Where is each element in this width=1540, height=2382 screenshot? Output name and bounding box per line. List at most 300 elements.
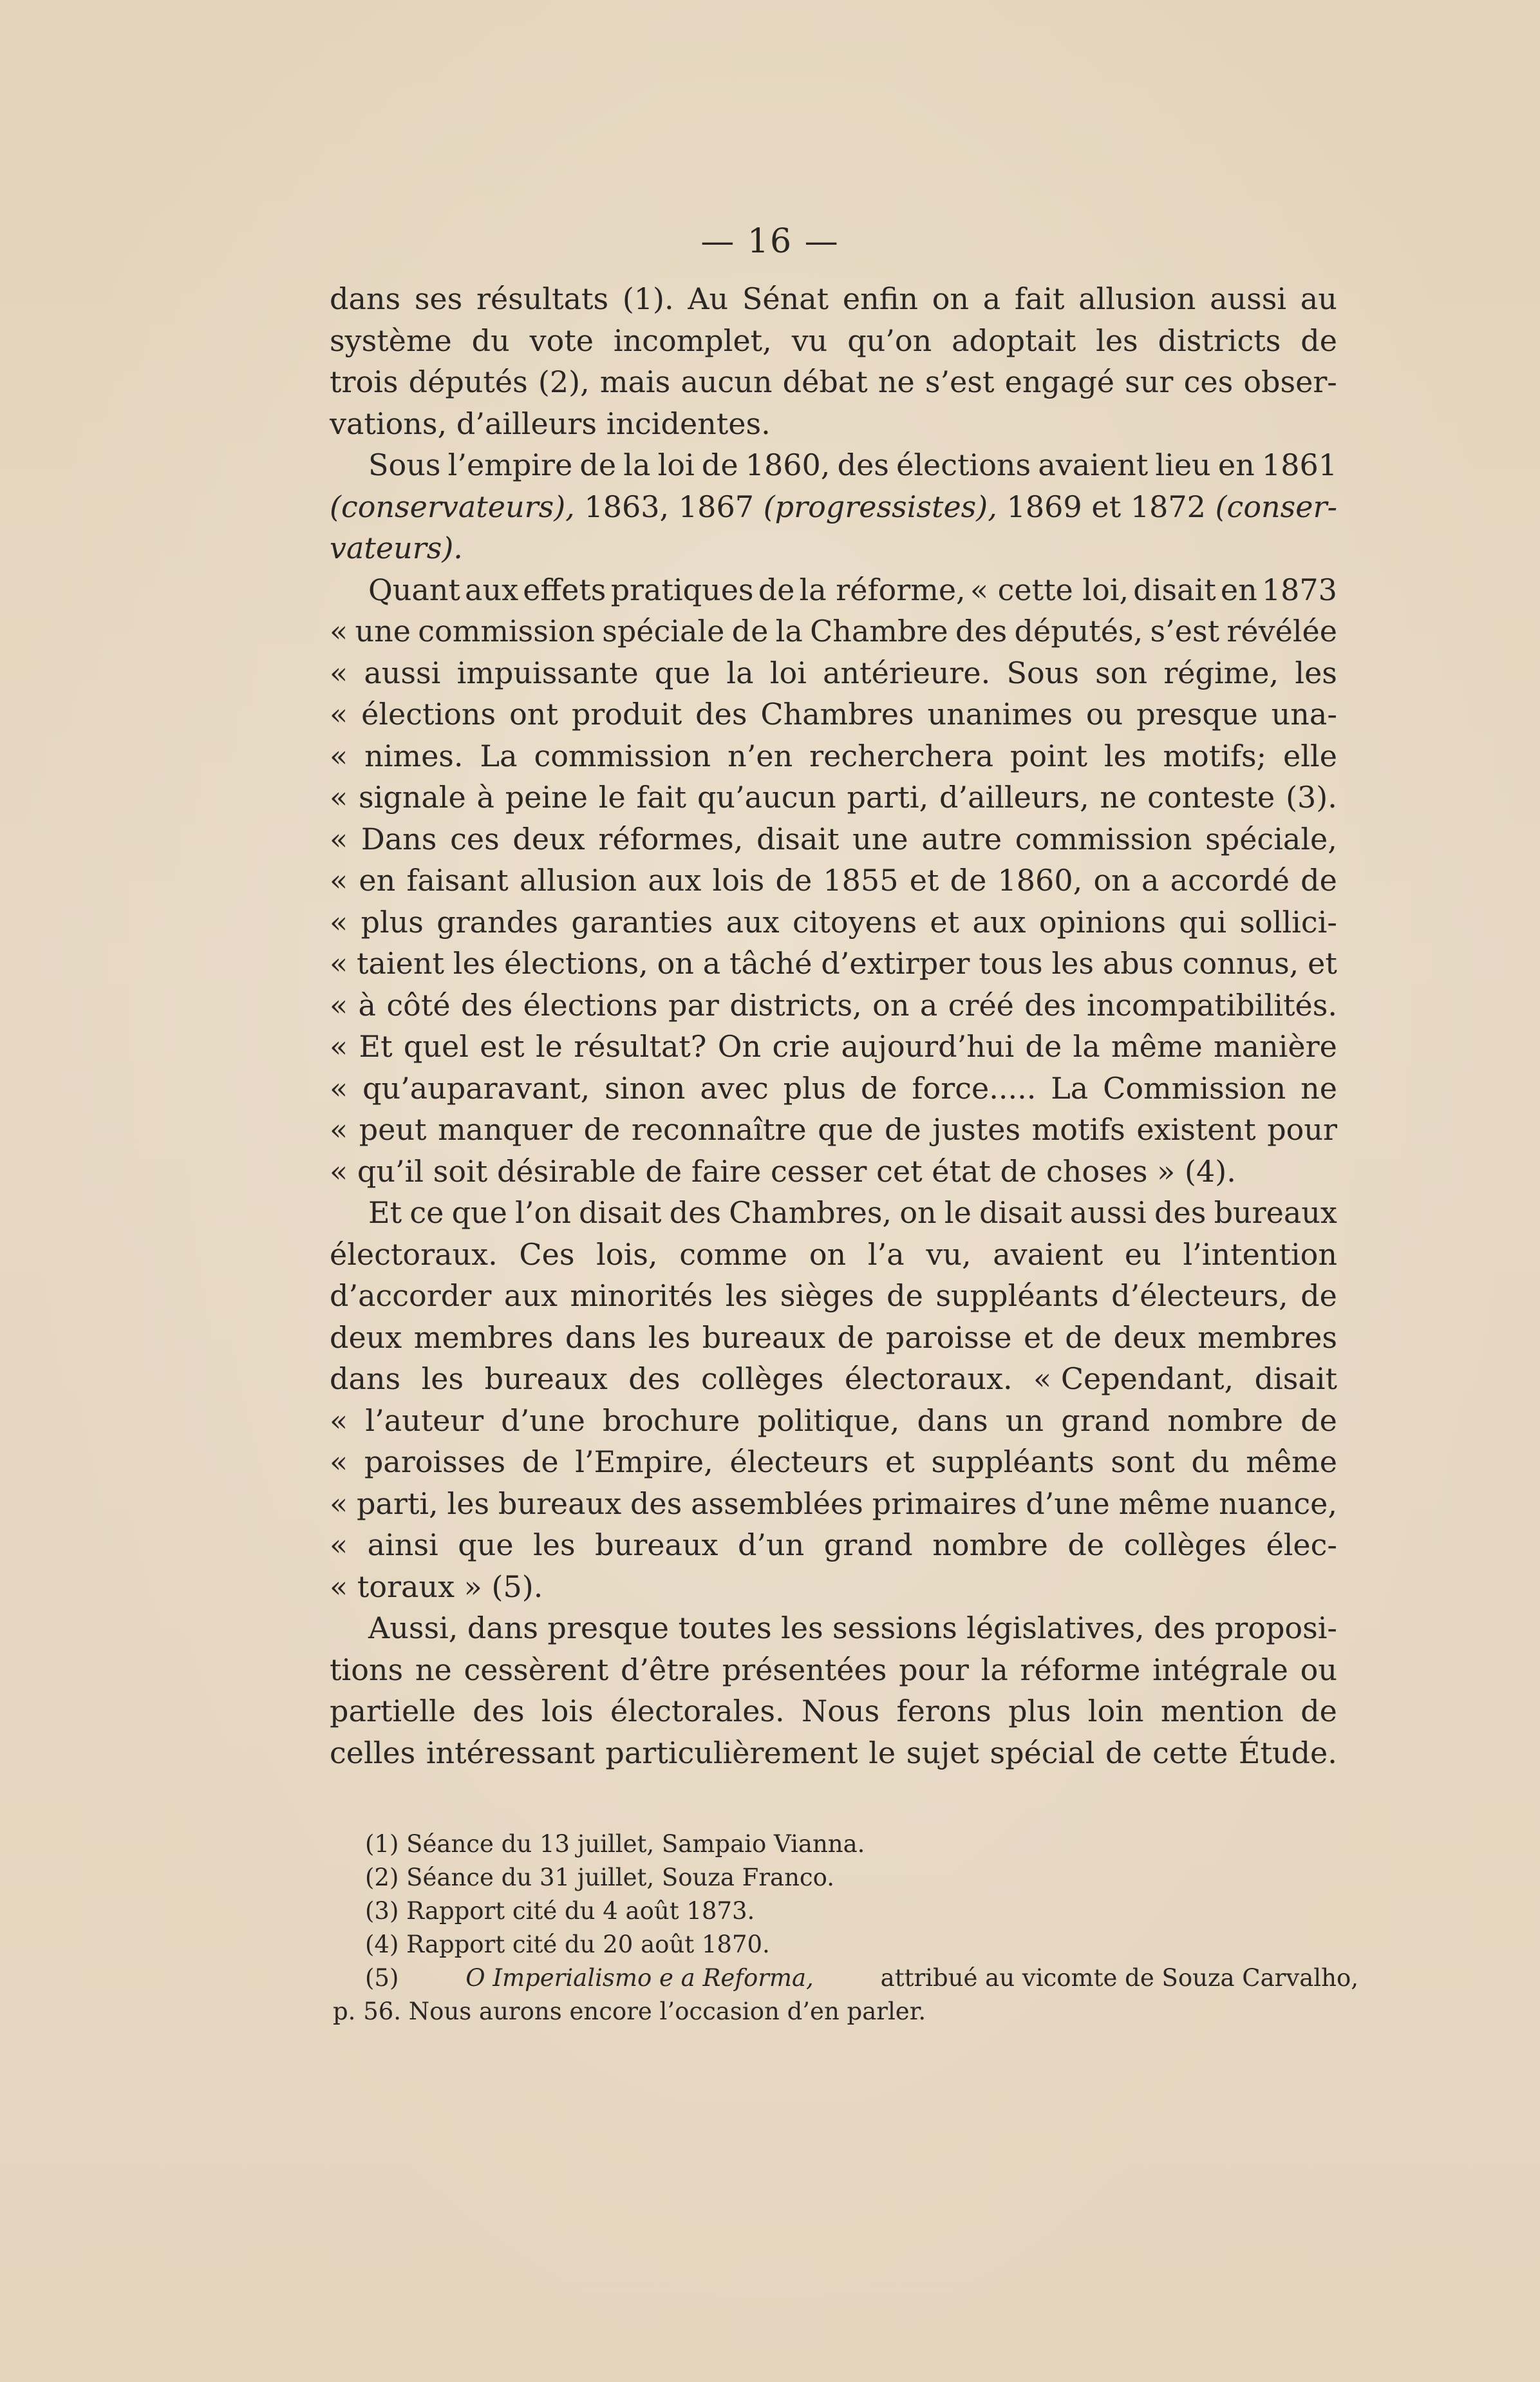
word: l’empire (447, 448, 573, 482)
word: des (473, 1694, 525, 1728)
word: dans (917, 1403, 988, 1438)
word: primaires (872, 1486, 1017, 1521)
word: nombre (1167, 1403, 1284, 1438)
word: « (330, 904, 348, 940)
word: cet (876, 1153, 923, 1189)
word: districts, (729, 987, 862, 1023)
word: conteste (1147, 780, 1275, 815)
word: le (535, 1029, 563, 1064)
word: point (1009, 738, 1087, 773)
word: aux (648, 863, 702, 898)
word: aux (465, 572, 519, 607)
word: régime, (1163, 655, 1279, 690)
word: 1863, (584, 489, 670, 524)
word: minorités (570, 1278, 713, 1313)
word: nimes. (364, 738, 464, 773)
footnote-3 (365, 1895, 1358, 1928)
word: eu (1124, 1236, 1161, 1272)
word: antérieure. (823, 655, 991, 690)
word: d’ailleurs (456, 406, 597, 441)
word: tous (979, 946, 1043, 981)
word: force..... (912, 1070, 1037, 1106)
word: « (330, 821, 348, 856)
word: de (1301, 1694, 1337, 1728)
footnote-5 (365, 1961, 1358, 1995)
word: de (579, 448, 617, 482)
word: aux (503, 1278, 558, 1313)
word: aussi (364, 655, 441, 690)
word: (1). (622, 281, 674, 316)
word: de (701, 448, 738, 482)
word: de (775, 863, 812, 898)
word: du (1191, 1444, 1230, 1479)
word: 1873 (1261, 572, 1337, 607)
word: disait (1133, 572, 1216, 607)
word: sujet (906, 1735, 979, 1770)
word: les (447, 1486, 490, 1521)
word: qu’on (847, 323, 932, 358)
word: des (955, 614, 1008, 648)
word: de (1301, 863, 1337, 898)
word: créé (948, 987, 1014, 1023)
word: presque (1136, 697, 1258, 732)
footnote-text: (1) Séance du 13 juillet, Sampaio Vianna. (365, 1830, 865, 1858)
word: des (460, 987, 513, 1023)
word: l’on (515, 1195, 571, 1230)
text-line (330, 735, 1337, 777)
word: sont (1111, 1444, 1175, 1479)
word: (conservateurs), (330, 489, 575, 524)
word: politique, (757, 1403, 900, 1438)
word: quel (403, 1029, 469, 1064)
word: les (1103, 738, 1147, 773)
word: résultats (476, 281, 609, 316)
word: faire (691, 1153, 762, 1189)
word: ont (509, 697, 558, 732)
word: 1869 (1006, 489, 1082, 524)
word: pratiques (610, 572, 754, 607)
word: aux (972, 904, 1026, 940)
word: bureaux (1214, 1195, 1337, 1230)
word: loi (657, 448, 695, 482)
text-line (330, 1068, 1337, 1110)
word: produit (571, 697, 682, 732)
word: mais (599, 364, 671, 399)
word: a (702, 946, 721, 981)
word: trois (330, 364, 399, 399)
word: élections (361, 697, 496, 732)
word: qui (1179, 904, 1227, 940)
word: vations, (330, 406, 447, 441)
word: plus (1008, 1694, 1071, 1728)
word: sur (1125, 364, 1174, 399)
word: aucun (681, 364, 773, 399)
word: « (330, 1112, 348, 1147)
word: autre (921, 821, 1002, 856)
word: (2), (538, 364, 590, 399)
word: collèges (1123, 1527, 1246, 1562)
word: commission (418, 614, 595, 648)
word: peine (505, 780, 588, 815)
word: désirable (496, 1153, 636, 1189)
text-line (330, 1109, 1337, 1151)
word: intégrale (1152, 1652, 1288, 1687)
word: on (1093, 863, 1131, 898)
word: effets (523, 572, 606, 607)
word: les (781, 1611, 823, 1645)
word: la réforme, (799, 572, 966, 607)
word: législatives, (966, 1611, 1145, 1645)
word: reconnaître (631, 1112, 807, 1147)
word: de (887, 1278, 923, 1313)
footnote-text: (3) Rapport cité du 4 août 1873. (365, 1897, 755, 1925)
word: députés (408, 364, 528, 399)
word: ferons (896, 1694, 991, 1728)
word: à (476, 780, 494, 815)
word: bureaux (702, 1319, 826, 1355)
word: elle (1283, 738, 1337, 773)
word: proposi- (1214, 1611, 1337, 1645)
word: 1872 (1130, 489, 1206, 524)
word: électeurs (729, 1444, 869, 1479)
word: des (695, 697, 747, 732)
word: particulièrement (605, 1735, 858, 1770)
word: les (533, 1527, 576, 1562)
word: « (330, 1403, 348, 1438)
word: impuissante (456, 655, 639, 690)
page-number: — 16 — (700, 222, 840, 261)
word: Commission (1103, 1070, 1286, 1106)
text-line (330, 610, 1337, 652)
word: « cette loi, (970, 572, 1129, 607)
word: ou (1085, 697, 1123, 732)
text-line (330, 444, 1337, 486)
word: accordé (1170, 863, 1290, 898)
word: Aussi, (368, 1611, 458, 1645)
word: système (330, 323, 452, 358)
word: Chambres, (729, 1195, 892, 1230)
word: Sous (1006, 655, 1079, 690)
word: 1860, (997, 863, 1083, 898)
word: Sénat (742, 281, 829, 316)
word: Et (368, 1195, 402, 1230)
word: de (583, 1112, 621, 1147)
word: « (330, 946, 348, 981)
word: membres (413, 1319, 554, 1355)
word: fait (636, 780, 687, 815)
word: grand (823, 1527, 913, 1562)
word: élections (523, 987, 658, 1023)
text-line (330, 1317, 1337, 1359)
word: et (885, 1444, 915, 1479)
word: a (919, 987, 938, 1023)
word: on (932, 281, 970, 316)
word: électoraux. (330, 1236, 498, 1272)
word: citoyens (792, 904, 917, 940)
word: enfin (842, 281, 919, 316)
text-line (330, 1649, 1337, 1691)
word: toraux » (357, 1569, 482, 1604)
word: dans (330, 281, 401, 316)
word: qu’aucun (697, 780, 836, 815)
word: districts (1158, 323, 1281, 358)
word: « (330, 1070, 348, 1106)
word: élections (896, 448, 1031, 482)
text-line (330, 1400, 1337, 1442)
word: les (1295, 655, 1337, 690)
footnote-4 (365, 1928, 1358, 1961)
word: una- (1271, 697, 1337, 732)
word: taient (356, 946, 444, 981)
word: nombre (932, 1527, 1048, 1562)
footnote-book-title: O Imperialismo e a Reforma, (465, 1964, 814, 1992)
word: disait (579, 1195, 662, 1230)
footnote-number: (5) (365, 1964, 399, 1992)
word: sessions (832, 1611, 957, 1645)
word: la (623, 448, 651, 482)
text-line (330, 1275, 1337, 1317)
word: paroisse (885, 1319, 1012, 1355)
text-line (330, 361, 1337, 403)
word: de (758, 572, 795, 607)
word: « (330, 738, 348, 773)
word: les (453, 946, 496, 981)
word: on (872, 987, 910, 1023)
word: obser- (1243, 364, 1337, 399)
word: sièges (780, 1278, 874, 1313)
word: tâché (729, 946, 812, 981)
word: les (648, 1319, 691, 1355)
word: « (330, 780, 348, 815)
word: de (645, 1153, 682, 1189)
text-line (330, 1192, 1337, 1234)
word: ce (409, 1195, 444, 1230)
word: a (1141, 863, 1160, 898)
word: avec (700, 1070, 769, 1106)
word: dans (467, 1611, 538, 1645)
word: côté (386, 987, 451, 1023)
word: la (726, 655, 754, 690)
word: ne (415, 1652, 452, 1687)
word: cessèrent (464, 1652, 609, 1687)
word: incompatibilités. (1086, 987, 1337, 1023)
word: l’Empire, (575, 1444, 713, 1479)
word: aux (726, 904, 780, 940)
text-line (330, 278, 1337, 320)
word: (4). (1185, 1153, 1236, 1189)
text-line (330, 1358, 1337, 1400)
word: nuance, (1219, 1486, 1337, 1521)
word: allusion (1078, 281, 1196, 316)
word: ainsi (367, 1527, 438, 1562)
word: et (1308, 946, 1337, 981)
word: et (1091, 489, 1122, 524)
text-line (330, 1483, 1337, 1525)
text-line (330, 1607, 1337, 1649)
word: que (451, 1195, 507, 1230)
word: est (480, 1029, 525, 1064)
word: pour (1267, 1112, 1337, 1147)
word: bureaux (595, 1527, 718, 1562)
word: d’une (501, 1403, 585, 1438)
word: élections, (504, 946, 648, 981)
word: intéressant (426, 1735, 595, 1770)
word: que (654, 655, 711, 690)
word: n’en (728, 738, 793, 773)
word: presque (547, 1611, 669, 1645)
word: crie (772, 1029, 831, 1064)
word: Sous (368, 448, 441, 482)
text-line (330, 985, 1337, 1026)
word: et (930, 904, 960, 940)
word: dans (330, 1361, 401, 1396)
word: électorales. (610, 1694, 785, 1728)
text-line (330, 818, 1337, 860)
word: La (480, 738, 518, 773)
word: d’une (1026, 1486, 1110, 1521)
word: adoptait (952, 323, 1076, 358)
footnote-text: attribué au vicomte de Souza Carvalho, (880, 1964, 1358, 1992)
word: les (725, 1278, 768, 1313)
word: membres (1197, 1319, 1337, 1355)
text-line (330, 1732, 1337, 1774)
word: « (330, 1486, 348, 1521)
text-line (330, 1441, 1337, 1483)
word: sinon (605, 1070, 686, 1106)
word: ou (1300, 1652, 1337, 1687)
word: de (950, 863, 987, 898)
word: « Cependant, (1033, 1361, 1234, 1396)
text-line (330, 1690, 1337, 1732)
word: on (657, 946, 694, 981)
word: partielle (330, 1694, 456, 1728)
footnote-2 (365, 1861, 1358, 1895)
word: suppléants (935, 1278, 1099, 1313)
word: s’est (925, 364, 995, 399)
word: « (330, 863, 348, 898)
word: électoraux. (844, 1361, 1013, 1396)
word: parti, (356, 1486, 438, 1521)
word: la (981, 1652, 1008, 1687)
word: grand (1061, 1403, 1150, 1438)
word: « (330, 1569, 348, 1604)
word: existent (1136, 1112, 1256, 1147)
word: au (1300, 281, 1337, 316)
word: de (837, 1319, 874, 1355)
word: bureaux (498, 1486, 622, 1521)
word: grandes (437, 904, 558, 940)
word: peut (359, 1112, 427, 1147)
word: des (1024, 987, 1076, 1023)
word: lois (712, 863, 765, 898)
text-line (330, 694, 1337, 735)
word: 1867 (678, 489, 754, 524)
word: des (669, 1195, 722, 1230)
word: s’est (1150, 614, 1220, 648)
word: d’électeurs, (1111, 1278, 1288, 1313)
word: l’intention (1183, 1236, 1337, 1272)
word: incidentes. (606, 406, 771, 441)
word: 1860, (745, 448, 831, 482)
word: ne (1100, 780, 1137, 815)
word: des (628, 1361, 681, 1396)
word: Quant (368, 572, 460, 607)
word: (progressistes), (763, 489, 997, 524)
word: des (1154, 1611, 1206, 1645)
word: et (1024, 1319, 1053, 1355)
word: connus, (1182, 946, 1299, 981)
word: 1861 (1261, 448, 1337, 482)
word: lieu (1155, 448, 1211, 482)
word: La (1051, 1070, 1089, 1106)
word: que (458, 1527, 514, 1562)
word: assemblées (691, 1486, 863, 1521)
text-line (330, 527, 1337, 569)
word: par (668, 987, 719, 1023)
word: ses (414, 281, 463, 316)
word: (conser- (1215, 489, 1337, 524)
word: soit (433, 1153, 488, 1189)
word: de (1067, 1527, 1105, 1562)
word: spéciale (602, 614, 725, 648)
text-line (330, 652, 1337, 694)
word: comme (679, 1236, 788, 1272)
word: opinions (1038, 904, 1166, 940)
word: de (1065, 1319, 1102, 1355)
word: on (899, 1195, 937, 1230)
word: vote (529, 323, 594, 358)
word: lois, (596, 1236, 658, 1272)
word: Nous (802, 1694, 880, 1728)
word: vateurs). (330, 531, 463, 565)
word: une (852, 821, 908, 856)
word: de (1000, 1153, 1037, 1189)
word: aussi (1210, 281, 1287, 316)
word: les (1051, 946, 1094, 981)
word: 1855 (823, 863, 899, 898)
word: justes (932, 1112, 1021, 1147)
text-line (330, 569, 1337, 611)
word: qu’auparavant, (362, 1070, 590, 1106)
word: deux (512, 821, 585, 856)
text-line (330, 902, 1337, 943)
word: Chambre (810, 614, 948, 648)
text-line (330, 777, 1337, 818)
word: deux (330, 1319, 402, 1355)
word: parti, (847, 780, 929, 815)
word: on (809, 1236, 847, 1272)
word: spécial (990, 1735, 1095, 1770)
word: deux (1113, 1319, 1186, 1355)
word: loin (1087, 1694, 1144, 1728)
word: d’accorder (330, 1278, 492, 1313)
word: celles (330, 1735, 416, 1770)
word: de (860, 1070, 897, 1106)
text-line (330, 1566, 1337, 1608)
word: aussi (1069, 1195, 1147, 1230)
word: aujourd’hui (841, 1029, 1015, 1064)
word: ces (450, 821, 500, 856)
word: que (818, 1112, 874, 1147)
word: « (330, 1153, 348, 1189)
word: paroisses (364, 1444, 506, 1479)
word: suppléants (931, 1444, 1094, 1479)
word: a (982, 281, 1001, 316)
word: résultat? (574, 1029, 707, 1064)
word: recherchera (809, 738, 994, 773)
word: en (1220, 572, 1257, 607)
word: révélée (1226, 614, 1337, 648)
